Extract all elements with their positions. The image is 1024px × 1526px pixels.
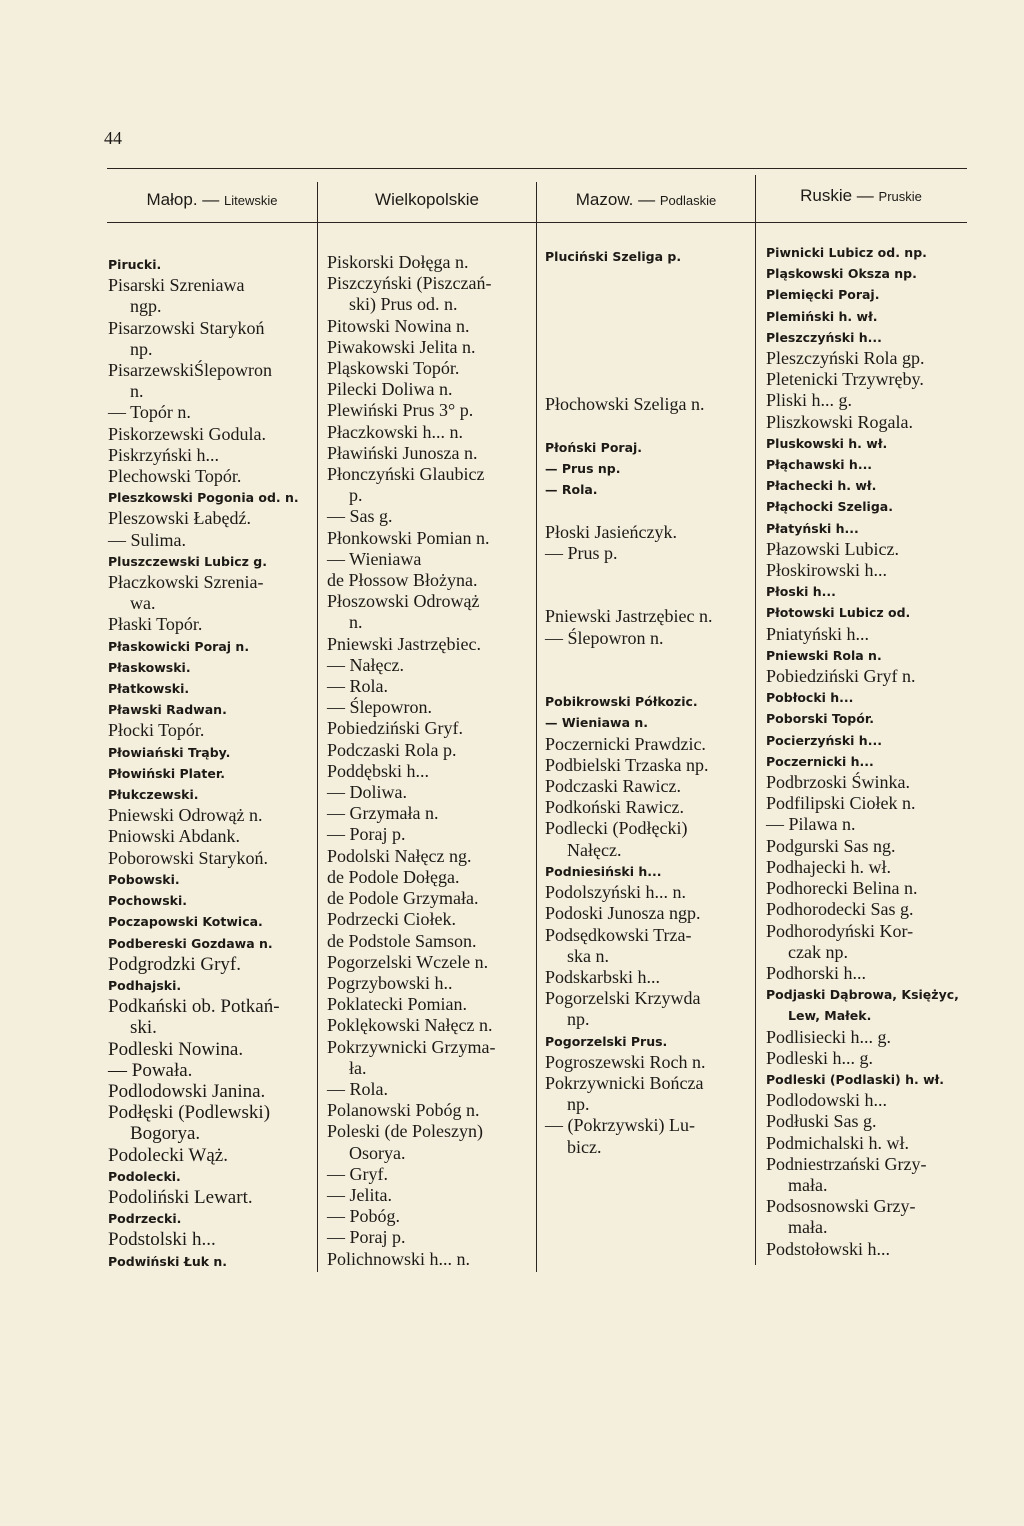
entry: de Płossow Błożyna. (327, 570, 478, 591)
entry: Podmichalski h. wł. (766, 1132, 909, 1153)
entry: Płatkowski. (108, 681, 190, 697)
entry: Pilecki Doliwa n. (327, 379, 453, 400)
entry: Pletenicki Trzywręby. (766, 369, 924, 390)
header-sub: Podlaskie (659, 193, 717, 208)
entry: ski. (130, 1017, 157, 1039)
entry: Piskorski Dołęga n. (327, 252, 469, 272)
entry: Pobikrowski Półkozic. (545, 694, 698, 710)
entry: Bogorya. (130, 1123, 201, 1145)
entry: Pławiński Junosza n. (327, 442, 478, 463)
entry: Pobłocki h... (766, 690, 854, 706)
entry: Podoski Junosza ngp. (545, 903, 701, 924)
entry: Piwakowski Jelita n. (327, 336, 476, 357)
entry: Podczaski Rawicz. (545, 776, 681, 797)
entry: Podniesiński h... (545, 863, 662, 879)
entry: Poklatecki Pomian. (327, 994, 467, 1015)
entry: — Ślepowron. (327, 697, 432, 718)
entry: Podleski Nowina. (108, 1038, 244, 1060)
entry (545, 500, 753, 521)
entry: Podczaski Rola p. (327, 739, 457, 760)
entry: Podlodowski Janina. (108, 1080, 266, 1102)
entry: Podłuski Sas g. (766, 1111, 877, 1132)
entry: Pluskowski h. wł. (766, 435, 888, 451)
entry: bicz. (567, 1136, 602, 1157)
entry: Pisarzowski Starykoń (108, 317, 265, 338)
entry: Pniewski Jastrzębiec. (327, 633, 481, 654)
header-dash: — (856, 186, 874, 205)
entry: mała. (788, 1174, 828, 1195)
entry: Pniewski Jastrzębiec n. (545, 606, 713, 627)
entry: Płaski Topór. (108, 614, 203, 635)
entry: Pląskowski Topór. (327, 358, 460, 379)
entry: Podbereski Gozdawa n. (108, 935, 273, 951)
entry: Pluciński Szeliga p. (545, 249, 682, 264)
header-main: Mazow. (575, 190, 634, 209)
page-number: 44 (104, 128, 122, 148)
entry: — (Pokrzywski) Lu- (545, 1115, 695, 1136)
entry: Podolecki. (108, 1168, 181, 1184)
entry: Pokrzywnicki Bończa (545, 1072, 704, 1093)
entry: Płaskowski. (108, 659, 191, 675)
entry: Pniewski Rola n. (766, 647, 882, 663)
entry: Podolecki Wąż. (108, 1144, 228, 1166)
entry: Podbrzoski Świnka. (766, 772, 910, 793)
entry: Płaskowicki Poraj n. (108, 638, 250, 654)
header-rule (107, 222, 967, 223)
entry (545, 352, 753, 373)
entry: ska n. (567, 945, 609, 966)
entry: Plemiński h. wł. (766, 308, 878, 324)
entry: np. (130, 338, 153, 359)
entry: czak np. (788, 941, 848, 962)
entry: Pitowski Nowina n. (327, 315, 470, 336)
entry: — Doliwa. (327, 782, 407, 803)
entry: Płotowski Lubicz od. (766, 605, 911, 621)
entry: Pliski h... g. (766, 390, 853, 411)
entry: — Ślepowron n. (545, 627, 664, 648)
entry: de Podstole Samson. (327, 930, 477, 951)
entry: Plemięcki Poraj. (766, 287, 880, 303)
entry: Podlodowski h... (766, 1090, 888, 1111)
entry: — Pobóg. (327, 1206, 401, 1227)
entry: Podhajecki h. wł. (766, 856, 891, 877)
entry: Osorya. (349, 1142, 406, 1163)
entry (545, 310, 753, 331)
entry (545, 670, 753, 691)
entry: — Prus np. (545, 461, 621, 477)
entry: — Rola. (327, 1078, 388, 1099)
entry: Pleszowski Łabędź. (108, 508, 251, 529)
entry: Lew, Małek. (788, 1008, 872, 1024)
entry: Pogorzelski Prus. (545, 1033, 668, 1049)
entry: Pobowski. (108, 871, 180, 887)
entry: Pniowski Abdank. (108, 826, 241, 847)
column-wielkopolskie (327, 252, 535, 1270)
entry: Pląskowski Oksza np. (766, 266, 917, 282)
entry: Podfilipski Ciołek n. (766, 793, 916, 814)
entry: PisarzewskiŚlepowron (108, 360, 272, 381)
entry: Piskrzyński h... (108, 444, 220, 465)
entry: — Poraj p. (327, 824, 406, 845)
entry: Podwiński Łuk n. (108, 1253, 228, 1269)
entry: Pluszczewski Lubicz g. (108, 553, 267, 569)
entry: Podlecki (Podłęcki) (545, 818, 688, 839)
entry: Pleszczyński Rola gp. (766, 348, 925, 369)
header-main: Ruskie (800, 186, 853, 205)
entry: — Rola. (545, 482, 598, 498)
entry: Płąchawski h... (766, 457, 873, 473)
entry: Podsosnowski Grzy- (766, 1196, 916, 1217)
entry: Płukczewski. (108, 787, 199, 803)
entry: Podrzecki. (108, 1211, 182, 1227)
entry (545, 416, 753, 437)
entry: Plewiński Prus 3° p. (327, 400, 474, 421)
entry (545, 288, 753, 309)
entry: Pokrzywnicki Grzyma- (327, 1036, 496, 1057)
entry: Podleski (Podlaski) h. wł. (766, 1071, 945, 1087)
entry: Podłęski (Podlewski) (108, 1102, 271, 1124)
entry: Płoski h... (766, 584, 836, 600)
entry: Podsędkowski Trza- (545, 924, 692, 945)
entry: Płowiański Trąby. (108, 744, 231, 760)
entry: Podhorodecki Sas g. (766, 899, 914, 920)
header-sub: Pruskie (878, 189, 922, 204)
entry: ngp. (130, 296, 162, 317)
entry: Piszczyński (Piszczań- (327, 273, 492, 294)
entry: Podgurski Sas ng. (766, 835, 896, 856)
entry: ła. (349, 1057, 367, 1078)
entry: — Gryf. (327, 1163, 388, 1184)
entry: Pogroszewski Roch n. (545, 1051, 706, 1072)
entry: Podlisiecki h... g. (766, 1026, 891, 1047)
entry: Płonczyński Glaubicz (327, 464, 485, 485)
entry (545, 267, 753, 288)
header-main: Małop. (146, 190, 198, 209)
entry: mała. (788, 1217, 828, 1238)
header-dash: — (638, 190, 656, 209)
entry: Pochowski. (108, 893, 187, 909)
header-sub: Litewskie (224, 193, 278, 208)
entry: Poleski (de Poleszyn) (327, 1121, 483, 1142)
entry: Poborowski Starykoń. (108, 847, 269, 868)
entry: n. (130, 381, 144, 402)
entry: Poklękowski Nałęcz n. (327, 1015, 493, 1036)
entry: Podrzecki Ciołek. (327, 909, 456, 930)
entry (545, 564, 753, 585)
header-col-1 (107, 190, 317, 210)
entry: Pławski Radwan. (108, 702, 227, 718)
entry: Piwnicki Lubicz od. np. (766, 245, 927, 260)
entry: np. (567, 1009, 590, 1030)
entry: — Grzymała n. (327, 803, 439, 824)
entry: wa. (130, 593, 156, 614)
entry: Podolski Nałęcz ng. (327, 845, 472, 866)
entry: Podkoński Rawicz. (545, 797, 684, 818)
entry: n. (349, 612, 363, 633)
header-col-3 (537, 190, 755, 210)
entry: Poddębski h... (327, 760, 430, 781)
entry: Pobiedziński Gryf. (327, 718, 463, 739)
entry (545, 373, 753, 394)
entry: Poczernicki h... (766, 753, 874, 769)
entry (545, 331, 753, 352)
entry: np. (567, 1094, 590, 1115)
entry: Płoński Poraj. (545, 439, 643, 455)
entry: — Poraj p. (327, 1227, 406, 1248)
header-col-4 (756, 186, 966, 206)
entry: — Rola. (327, 676, 388, 697)
entry: Podjaski Dąbrowa, Księżyc, (766, 987, 959, 1003)
column-separator (536, 182, 537, 1272)
entry: Płochowski Szeliga n. (545, 394, 705, 415)
entry: Poczernicki Prawdzic. (545, 733, 706, 754)
entry: — Wieniawa (327, 548, 422, 569)
entry: Płonkowski Pomian n. (327, 527, 490, 548)
entry: Płoskirowski h... (766, 560, 888, 581)
entry: Podhorecki Belina n. (766, 878, 918, 899)
header-col-2 (318, 190, 536, 210)
entry: Pogorzelski Krzywda (545, 988, 701, 1009)
entry: — Wieniawa n. (545, 715, 649, 731)
entry: — Powała. (108, 1059, 193, 1081)
entry: Podstolski h... (108, 1229, 216, 1251)
entry: Podskarbski h... (545, 966, 661, 987)
entry: Poborski Topór. (766, 711, 874, 727)
entry: Płaczkowski Szrenia- (108, 572, 264, 593)
entry: Płąchocki Szeliga. (766, 499, 893, 515)
entry: Podleski h... g. (766, 1047, 874, 1068)
entry: Pisarski Szreniawa (108, 275, 245, 296)
entry: Nałęcz. (567, 839, 622, 860)
entry: — Sulima. (108, 529, 187, 550)
entry: Płoski Jasieńczyk. (545, 521, 677, 542)
entry: Podstołowski h... (766, 1238, 891, 1259)
entry: Poczapowski Kotwica. (108, 914, 263, 930)
column-separator (317, 182, 318, 1272)
column-malopolskie (108, 254, 316, 1272)
header-main: Wielkopolskie (375, 190, 479, 209)
entry: Podhorodyński Kor- (766, 920, 914, 941)
entry: Płatyński h... (766, 520, 859, 536)
entry: Płachecki h. wł. (766, 478, 877, 494)
entry: — Nałęcz. (327, 654, 404, 675)
entry (545, 585, 753, 606)
entry: Pobiedziński Gryf n. (766, 666, 916, 687)
column-separator (755, 175, 756, 1265)
column-ruskie (766, 242, 966, 1260)
entry: Podoliński Lewart. (108, 1186, 253, 1208)
entry: p. (349, 485, 363, 506)
entry: Pleszczyński h... (766, 329, 882, 345)
entry: Płaczkowski h... n. (327, 421, 463, 442)
entry: Polanowski Pobóg n. (327, 1100, 480, 1121)
entry: Pniewski Odrowąż n. (108, 805, 263, 826)
entry: Pliszkowski Rogala. (766, 411, 913, 432)
entry: Podgrodzki Gryf. (108, 953, 241, 975)
entry: Pocierzyński h... (766, 732, 882, 748)
entry: Płowiński Plater. (108, 765, 225, 781)
entry: Pleszkowski Pogonia od. n. (108, 490, 299, 506)
entry: de Podole Dołęga. (327, 866, 460, 887)
entry: — Prus p. (545, 542, 618, 563)
entry: Podolszyński h... n. (545, 882, 687, 903)
entry: Pniatyński h... (766, 623, 870, 644)
entry: Podkański ob. Potkań- (108, 996, 280, 1018)
entry: de Podole Grzymała. (327, 888, 479, 909)
entry: — Sas g. (327, 506, 393, 527)
entry: — Jelita. (327, 1184, 392, 1205)
entry: Polichnowski h... n. (327, 1248, 471, 1269)
entry: Pogrzybowski h.. (327, 972, 453, 993)
entry: — Topór n. (108, 402, 191, 423)
entry: — Pilawa n. (766, 814, 856, 835)
column-mazowieckie (545, 246, 753, 1158)
entry: Podbielski Trzaska np. (545, 754, 709, 775)
entry (545, 649, 753, 670)
entry: Płoszowski Odrowąż (327, 591, 480, 612)
entry: Pogorzelski Wczele n. (327, 951, 489, 972)
entry: Podhorski h... (766, 962, 867, 983)
entry: Płocki Topór. (108, 720, 205, 741)
entry: Piskorzewski Godula. (108, 423, 266, 444)
header-dash: — (202, 190, 220, 209)
entry: Podniestrzański Grzy- (766, 1153, 927, 1174)
entry: ski) Prus od. n. (349, 294, 458, 315)
entry: Pirucki. (108, 257, 162, 272)
entry: Plechowski Topór. (108, 466, 242, 487)
entry: Podhajski. (108, 977, 182, 993)
top-rule (107, 168, 967, 169)
entry: Płazowski Lubicz. (766, 538, 899, 559)
